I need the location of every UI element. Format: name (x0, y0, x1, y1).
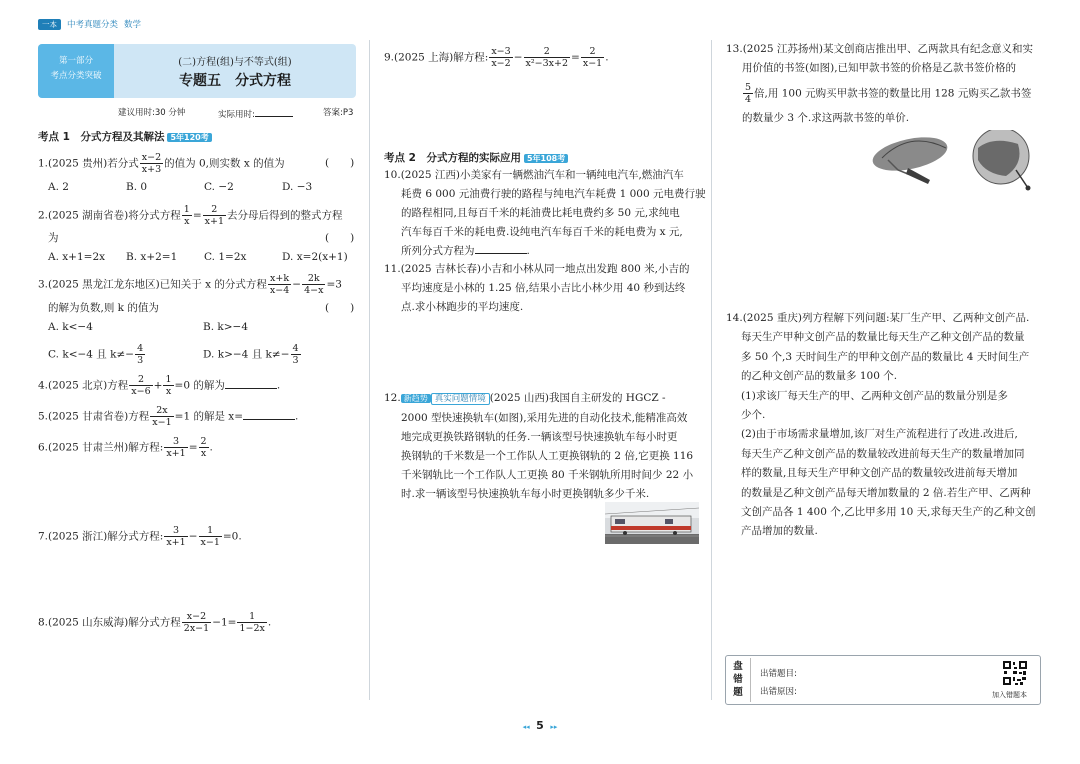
q4: 4.(2025 北京)方程 $\frac{2}{x-6}$ + $\frac{1}{x}$ =0 的解为 . (38, 374, 281, 397)
page-number: 5 (536, 719, 544, 732)
q2-option[interactable]: A. x+1=2x (48, 251, 106, 263)
q12-trend-badge: 新趋势 (401, 394, 431, 403)
subject-label: 数学 (124, 20, 142, 30)
q2-line2: 为 (48, 232, 59, 244)
q2-option[interactable]: B. x+2=1 (126, 251, 178, 263)
part-label: 第一部分 (58, 56, 93, 66)
q2: 2.(2025 湖南省卷)将分式方程 $\frac{1}{x}$ = $\frac{2}{x+1}$ 去分母后得到的整式方程 (38, 204, 343, 227)
part-badge (38, 44, 114, 98)
part-sub-label: 考点分类突破 (50, 71, 102, 81)
q2-paren: ( ) (325, 232, 355, 244)
q12-context-badge: 真实问题情境 (431, 393, 490, 405)
chapter-title: (二)方程(组)与不等式(组) (178, 57, 292, 68)
next-page-icon: ▸▸ (550, 723, 558, 731)
q1-fraction: $\frac{x-2}{x+3}$ (141, 152, 162, 175)
page-number-nav (512, 719, 568, 732)
q5-answer-blank[interactable] (243, 409, 295, 420)
q3-option[interactable]: B. k>−4 (203, 321, 249, 333)
rail-vehicle-photo (605, 502, 699, 544)
kp1-count-badge: 5年120考 (167, 133, 211, 142)
suggest-time: 建议用时:30 分钟 (118, 108, 186, 118)
bookmark-images (868, 130, 1046, 194)
kp2-heading: 考点 2 分式方程的实际应用 5年108考 (384, 150, 568, 165)
error-reason-label: 出错原因: (760, 687, 797, 697)
q14: 14.(2025 重庆)列方程解下列问题:某厂生产甲、乙两种文创产品. 每天生产甲种文创产品的数量比每天生产乙种文创产品的数量 多 50 个,3 天时间生产的甲种文创产品的数量比 4 天时间生产 的乙种文创产品的数量多 100 个. (1)求该厂每天生产的甲、乙两种文创产品的数量分别是多 少个. (2)由于市场需求量增加,该厂对生产流程进行了改进.改进后, 每天生产乙种文创产品的数量较改进前每天生产的数量增加同 样的数量,且每天生产甲种文创产品的数量较改进前每天增加 的数量是乙种文创产品每天增加数量的 2 倍.若生产甲、乙两种 文创产品各 1 400 个,乙比甲多用 10 天,求每天生产的乙种文创 产品增加的数量. (726, 312, 1036, 538)
q2-options (48, 248, 358, 267)
topic-banner (38, 44, 356, 98)
kp2-count-badge: 5年108考 (524, 154, 568, 163)
q11: 11.(2025 吉林长春)小吉和小林从同一地点出发跑 800 米,小吉的 平均速度是小林的 1.25 倍,结果小吉比小林少用 40 秒到达终 点.求小林跑步的平均速度. (384, 263, 690, 313)
brand-logo: 一本 (38, 19, 61, 30)
error-review-box (725, 655, 1041, 705)
q1: 1.(2025 贵州)若分式 $\frac{x-2}{x+3}$ 的值为 0,则实数 x 的值为 (38, 152, 285, 175)
actual-time-blank[interactable] (255, 106, 293, 117)
q13: 13.(2025 江苏扬州)某文创商店推出甲、乙两款具有纪念意义和实 用价值的书签(如图),已知甲款书签的价格是乙款书签价格的 $\frac{5}{4}$ 倍,用 100 元购买甲款书签的数量比用 128 元购买乙款书签 的数量少 3 个.求这两款书签的单价. (726, 43, 1033, 124)
q1-option[interactable]: B. 0 (126, 181, 148, 193)
q1-option[interactable]: A. 2 (48, 181, 69, 193)
actual-time-label: 实际用时: (218, 110, 255, 120)
review-title: 盘 错 题 (733, 661, 743, 698)
q2-option[interactable]: D. x=2(x+1) (282, 251, 348, 263)
q7: 7.(2025 浙江)解分式方程: $\frac{3}{x+1}$ − $\frac{1}{x-1}$ =0. (38, 525, 242, 548)
q3-option[interactable]: A. k<−4 (48, 321, 93, 333)
q10-answer-blank[interactable] (475, 243, 527, 254)
q1-options (48, 178, 348, 197)
q3-option[interactable]: C. k<−4 且 k≠− $\frac{4}{3}$ (48, 343, 144, 366)
series-title: 中考真题分类 (67, 20, 119, 30)
q13-fraction: $\frac{5}{4}$ (745, 82, 752, 105)
q3-line2: 的解为负数,则 k 的值为 (48, 302, 159, 314)
prev-page-icon: ◂◂ (522, 723, 530, 731)
topic-title: 专题五 分式方程 (179, 73, 291, 89)
q6: 6.(2025 甘肃兰州)解方程: $\frac{3}{x+1}$ = $\frac{2}{x}$ . (38, 436, 213, 459)
q4-answer-blank[interactable] (225, 378, 277, 389)
qr-caption: 加入错题本 (992, 691, 1027, 699)
q3-paren: ( ) (325, 302, 355, 314)
q12: 12. 新趋势 真实问题情境 (2025 山西)我国自主研发的 HGCZ - 2000 型快速换轨车(如图),采用先进的自动化技术,能精准高效 地完成更换铁路钢轨的任务.一辆该型号快速换轨车每小时更 换钢轨的千米数是一个工作队人工更换钢轨的 2 倍,它更换 116 千米钢轨比一个工作队人工更换 80 千米钢轨所用时间少 22 小 时.求一辆该型号快速换轨车每小时更换钢轨多少千米. (384, 392, 694, 500)
q2-option[interactable]: C. 1=2x (204, 251, 247, 263)
answer-ref: 答案:P3 (323, 108, 354, 118)
q5: 5.(2025 甘肃省卷)方程 $\frac{2x}{x-1}$ =1 的解是 x= . (38, 405, 299, 428)
q1-paren: ( ) (325, 157, 355, 169)
qr-code-icon[interactable] (1002, 660, 1028, 686)
error-question-label: 出错题目: (760, 669, 797, 679)
q3: 3.(2025 黑龙江龙东地区)已知关于 x 的分式方程 $\frac{x+k}{x-4}$ − $\frac{2k}{4-x}$ =3 (38, 273, 342, 296)
q1-option[interactable]: D. −3 (282, 181, 313, 193)
q1-option[interactable]: C. −2 (204, 181, 234, 193)
q9: 9.(2025 上海)解方程: $\frac{x-3}{x-2}$ − $\frac{2}{\text{x²−3x+2}}$ = $\frac{2}{x-1}$ . (384, 46, 609, 69)
q10: 10.(2025 江西)小美家有一辆燃油汽车和一辆纯电汽车,燃油汽车 耗费 6 000 元油费行驶的路程与纯电汽车耗费 1 000 元电费行驶 的路程相同,且每百千米的耗油费比耗电费约多 50 元,求纯电 汽车每百千米的耗电费.设纯电汽车每百千米的耗电费为 x 元, 所列分式方程为 . (384, 169, 706, 257)
kp1-heading: 考点 1 分式方程及其解法 5年120考 (38, 129, 212, 144)
q3-option[interactable]: D. k>−4 且 k≠− $\frac{4}{3}$ (203, 343, 299, 366)
q8: 8.(2025 山东威海)解分式方程 $\frac{x-2}{2x-1}$ −1= $\frac{1}{1-2x}$ . (38, 611, 272, 634)
